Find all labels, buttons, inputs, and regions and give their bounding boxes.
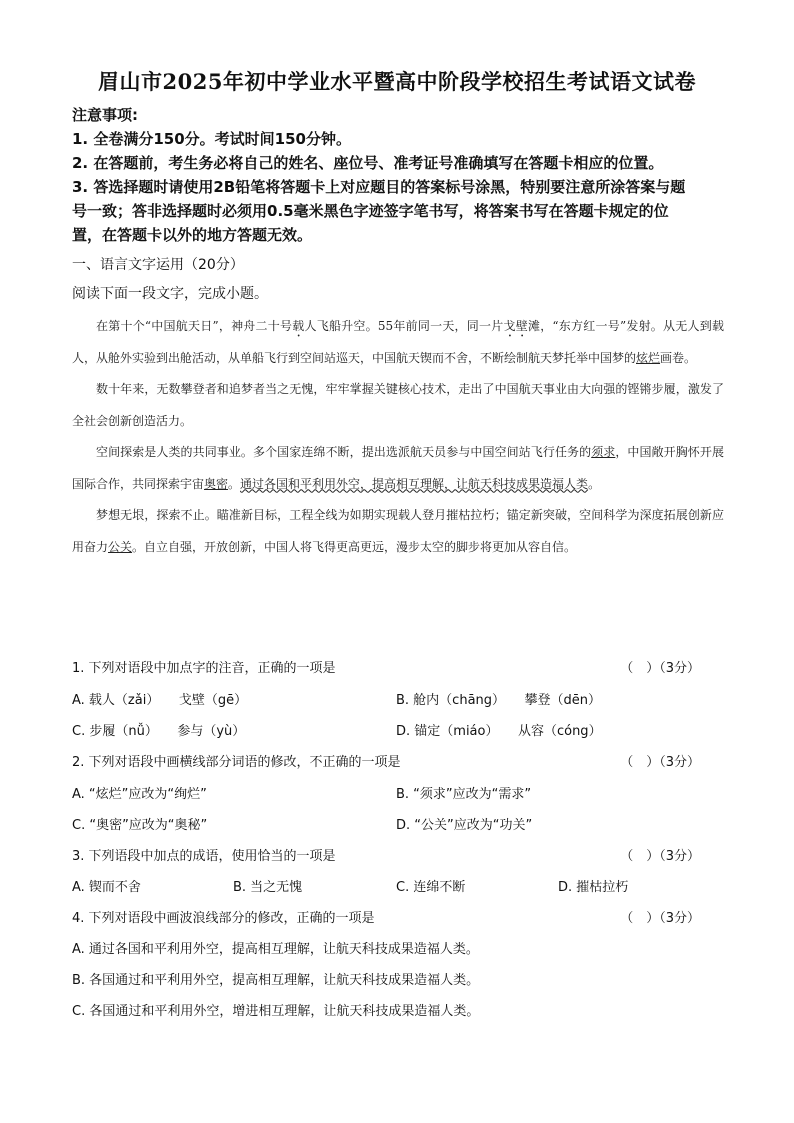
option-c: C. 各国通过和平利用外空，增进相互理解，让航天科技成果造福人类。 <box>72 1004 480 1019</box>
question-stem: 3. 下列语段中加点的成语，使用恰当的一项是 <box>72 849 336 864</box>
option-c: C. 步履（nǚ） 参与（yù） <box>72 724 246 739</box>
option-d: D. 摧枯拉朽 <box>558 880 629 895</box>
passage-paragraph: 梦想无垠，探索不止。瞄准新目标，工程全线为如期实现载人登月摧枯拉朽；锚定新突破，空间科学为深度拓展创新应用奋力公关。自立自强，开放创新，中国人将飞得更高更远，漫步太空的脚步将更加从容自信。 <box>72 508 724 554</box>
underlined-word: 炫烂 <box>636 350 661 365</box>
option-b: B. 舱内（chāng） 攀登（dēn） <box>396 693 602 708</box>
option-a: A. 载人（zǎi） 戈壁（gē） <box>72 693 248 708</box>
option-c: C. “奥密”应改为“奥秘” <box>72 818 208 833</box>
option-a: A. “炫烂”应改为“绚烂” <box>72 787 207 802</box>
question-stem: 4. 下列对语段中画波浪线部分的修改，正确的一项是 <box>72 911 375 926</box>
question-score: （ ）（3分） <box>620 911 700 926</box>
note-item: 置，在答题卡以外的地方答题无效。 <box>72 226 313 244</box>
question-score: （ ）（3分） <box>620 755 700 770</box>
option-c: C. 连绵不断 <box>396 880 466 895</box>
option-b: B. 当之无愧 <box>233 880 303 895</box>
option-b: B. 各国通过和平利用外空，提高相互理解，让航天科技成果造福人类。 <box>72 973 480 988</box>
question-score: （ ）（3分） <box>620 661 700 676</box>
note-item: 1. 全卷满分150分。考试时间150分钟。 <box>72 130 351 148</box>
option-b: B. “须求”应改为“需求” <box>396 787 532 802</box>
note-item: 号一致；答非选择题时必须用0.5毫米黑色字迹签字笔书写，将答案书写在答题卡规定的位 <box>72 202 669 220</box>
question-stem: 2. 下列对语段中画横线部分词语的修改，不正确的一项是 <box>72 755 401 770</box>
passage-paragraph: 数十年来，无数攀登者和追梦者当之无愧，牢牢掌握关键核心技术，走出了中国航天事业由大向强的铿锵步履，激发了全社会创新创造活力。 <box>72 382 724 428</box>
notes-heading: 注意事项: <box>72 106 138 124</box>
option-d: D. 锚定（miáo） 从容（cóng） <box>396 724 602 739</box>
underlined-word: 奥密 <box>204 476 229 491</box>
instruction-text: 阅读下面一段文字，完成小题。 <box>72 286 268 302</box>
underlined-word: 公关 <box>108 539 133 554</box>
passage-paragraph: 空间探索是人类的共同事业。多个国家连绵不断，提出选派航天员参与中国空间站飞行任务的须求，中国敞开胸怀开展国际合作，共同探索宇宙奥密。通过各国和平利用外空，提高相互理解，让航天科技成果造福人类。 <box>72 445 724 491</box>
notes-block <box>72 103 732 247</box>
underlined-word: 须求 <box>591 445 616 459</box>
question-stem: 1. 下列对语段中加点字的注音，正确的一项是 <box>72 661 336 676</box>
dotted-char: 载 <box>292 319 305 333</box>
reading-passage <box>72 311 724 563</box>
option-a: A. 锲而不舍 <box>72 880 141 895</box>
option-d: D. “公关”应改为“功关” <box>396 818 533 833</box>
wavy-underlined-sentence: 通过各国和平利用外空，提高相互理解，让航天科技成果造福人类 <box>240 476 589 491</box>
page-title: 眉山市2025年初中学业水平暨高中阶段学校招生考试语文试卷 <box>98 69 696 94</box>
passage-paragraph: 在第十个“中国航天日”，神舟二十号载人飞船升空。55年前同一天，同一片戈壁滩，“东方红一号”发射。从无人到载人，从舱外实验到出舱活动，从单船飞行到空间站巡天，中国航天锲而不舍，不断绘制航天梦托举中国梦的炫烂画卷。 <box>72 319 724 365</box>
question-score: （ ）（3分） <box>620 849 700 864</box>
section-heading: 一、语言文字运用（20分） <box>72 257 244 273</box>
option-a: A. 通过各国和平利用外空，提高相互理解，让航天科技成果造福人类。 <box>72 942 479 957</box>
dotted-word: 戈壁 <box>503 319 528 333</box>
note-item: 2. 在答题前，考生务必将自己的姓名、座位号、准考证号准确填写在答题卡相应的位置。 <box>72 154 664 172</box>
note-item: 3. 答选择题时请使用2B铅笔将答题卡上对应题目的答案标号涂黑，特别要注意所涂答案与题 <box>72 178 686 196</box>
